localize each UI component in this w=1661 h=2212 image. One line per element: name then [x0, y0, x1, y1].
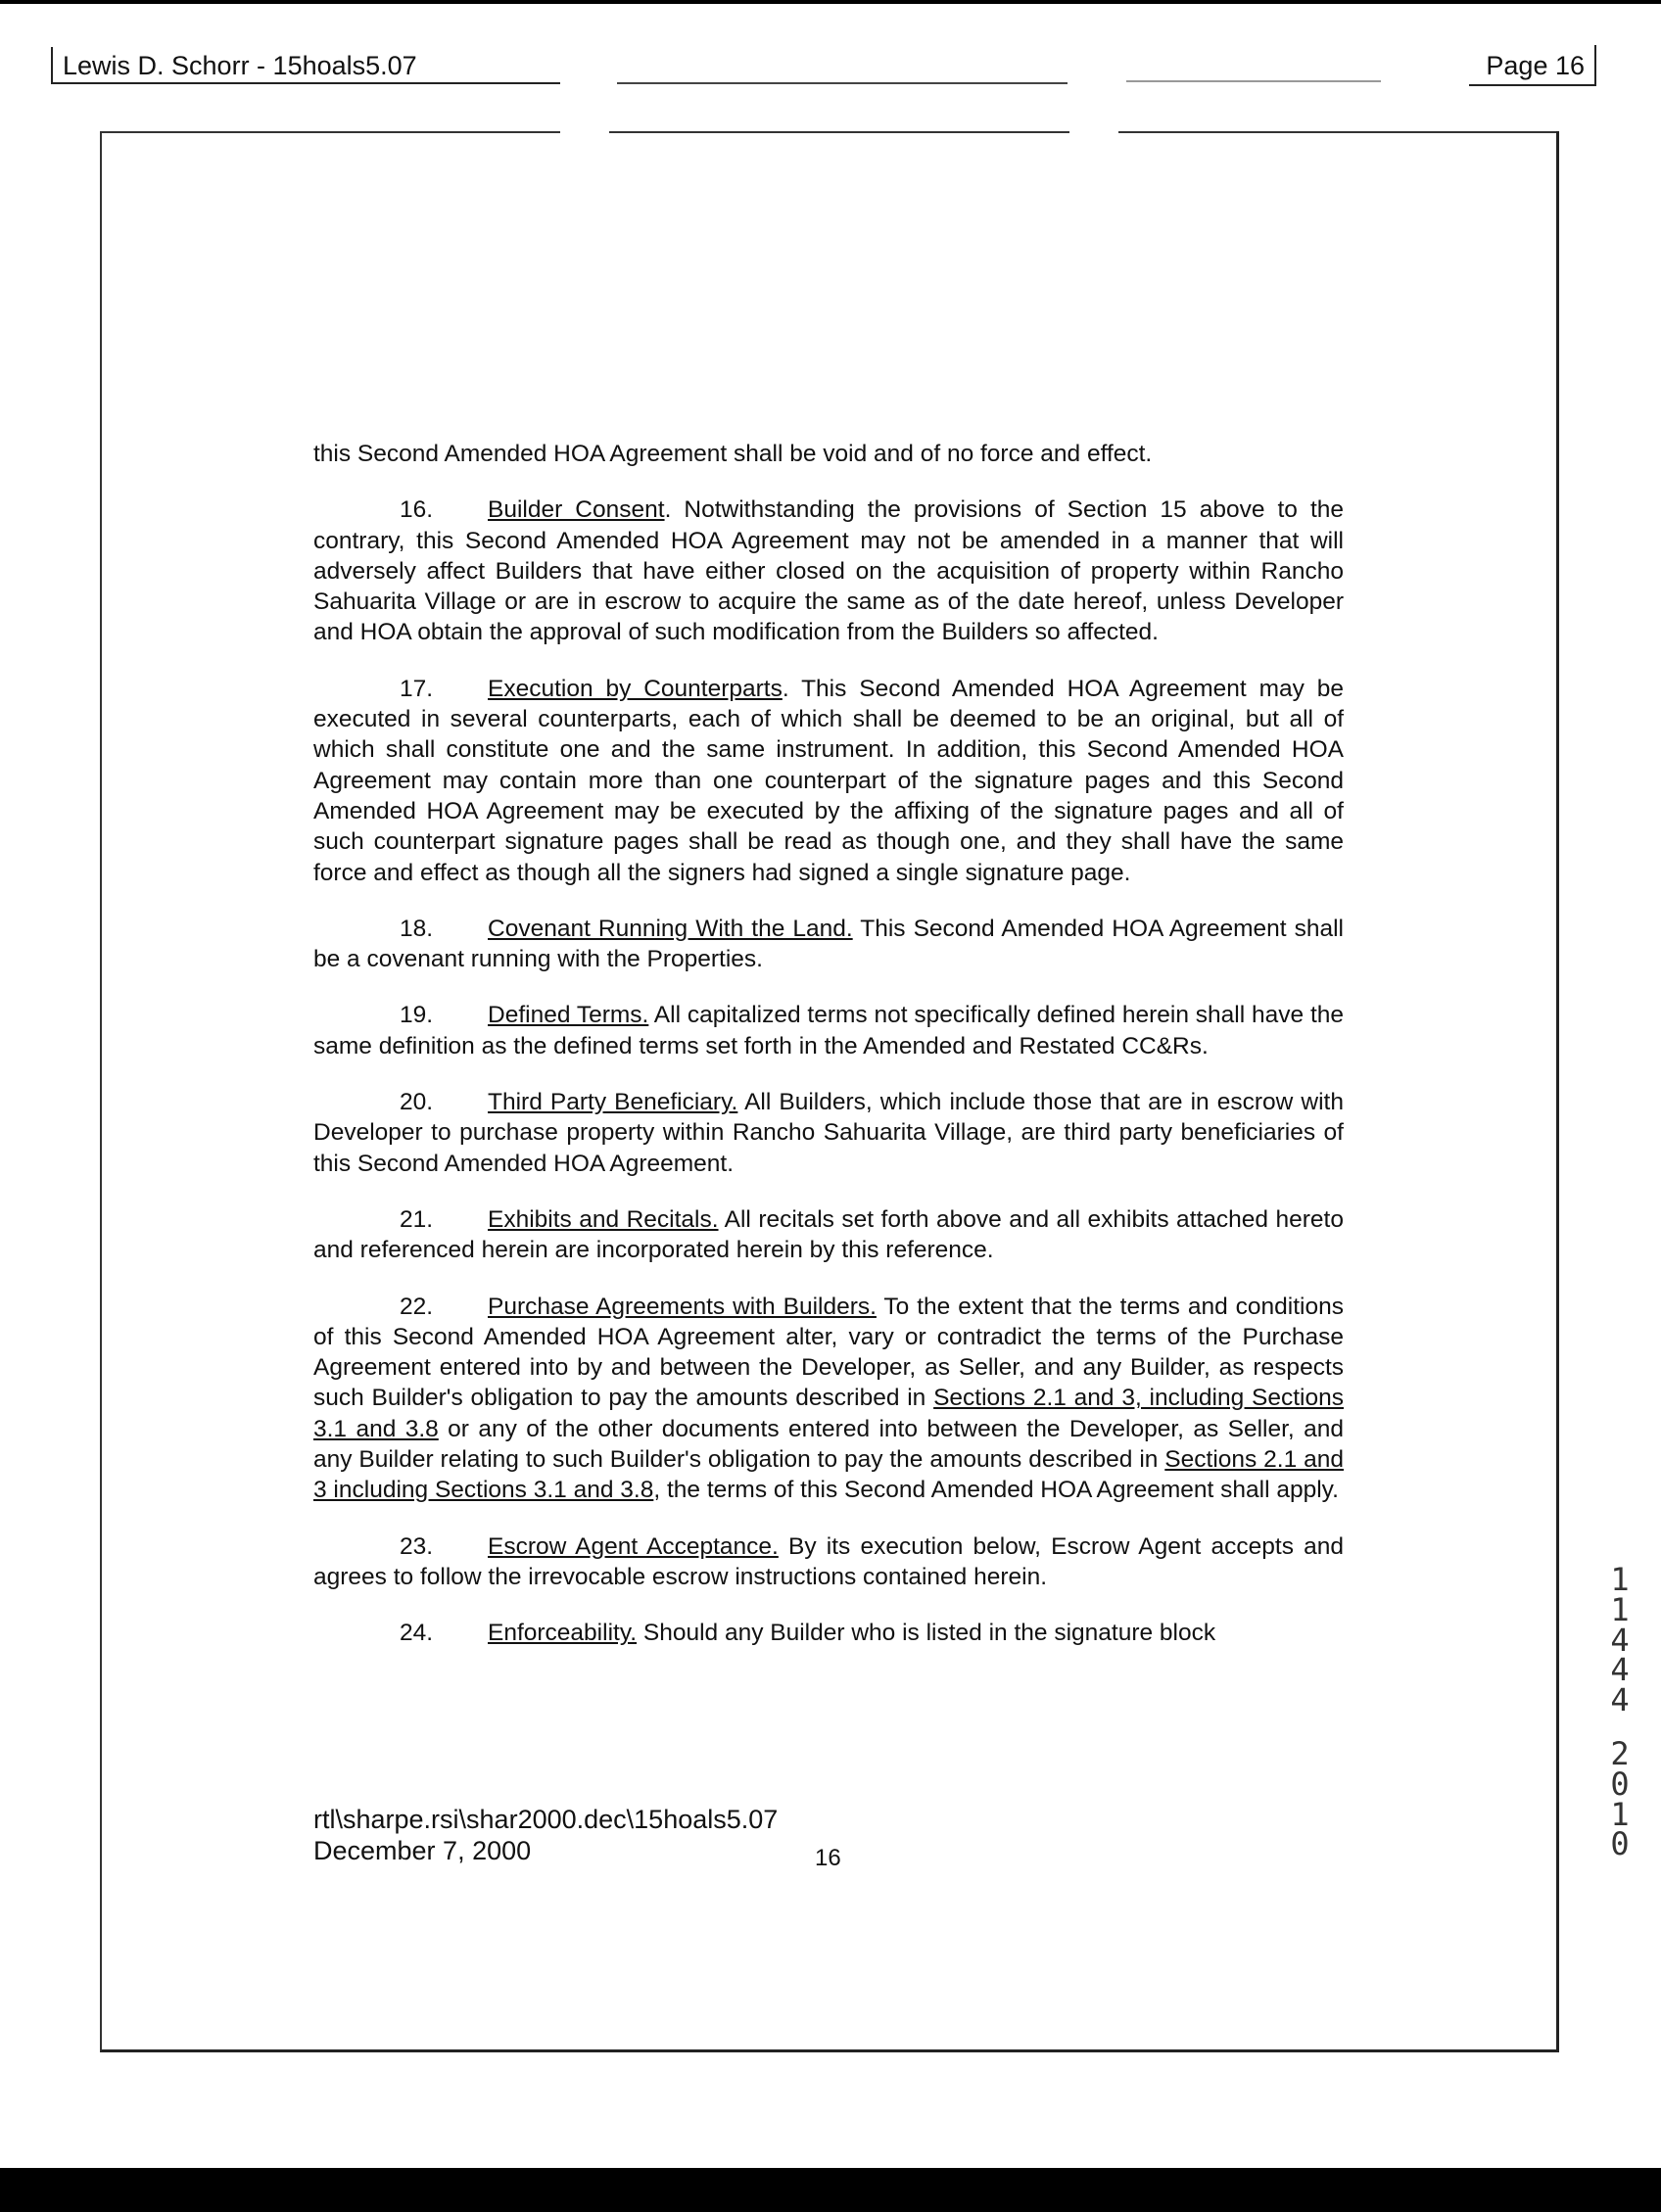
stamp-digit: 4 — [1610, 1681, 1630, 1719]
header-divider — [617, 82, 1068, 84]
document-footer — [313, 1804, 778, 1866]
document-header-label: Lewis D. Schorr - 15hoals5.07 — [51, 47, 560, 84]
section-22: 22. Purchase Agreements with Builders. To the extent that the terms and conditions of this Second Amended HOA Agreement alter, vary or contradict the terms of the Purchase Agreement entered into by and between the Developer, as Seller, and any Builder, as respects such Builder's obligation to pay the amounts described in Sections 2.1 and 3, including Sections 3.1 and 3.8 or any of the other documents entered into between the Developer, as Seller, and any Builder relating to such Builder's obligation to pay the amounts described in Sections 2.1 and 3 including Sections 3.1 and 3.8, the terms of this Second Amended HOA Agreement shall apply. — [313, 1293, 1344, 1504]
scan-top-edge — [0, 0, 1661, 4]
section-18: 18. Covenant Running With the Land. This Second Amended HOA Agreement shall be a covenant running with the Properties. — [313, 915, 1344, 973]
section-23: 23. Escrow Agent Acceptance. By its execution below, Escrow Agent accepts and agrees to follow the irrevocable escrow instructions contained herein. — [313, 1532, 1345, 1590]
stamp-digit: 1 — [1610, 1795, 1630, 1833]
footer-date: December 7, 2000 — [313, 1836, 532, 1865]
footer-page-number: 16 — [815, 1845, 841, 1871]
header-divider — [1126, 80, 1381, 82]
section-17: 17. Execution by Counterparts. This Second Amended HOA Agreement may be executed in several counterparts, each of which shall be deemed to be an original, but all of which shall constitute one and the same instrument. In addition, this Second Amended HOA Agreement may contain more than one counterpart of the signature pages and this Second Amended HOA Agreement may be executed by the affixing of the signature pages and all of such counterpart signature pages shall be read as though one, and they shall have the same force and effect as though all the signers had signed a single signature page. — [313, 675, 1344, 886]
footer-path: rtl\sharpe.rsi\shar2000.dec\15hoals5.07 — [313, 1805, 779, 1834]
intro-paragraph: this Second Amended HOA Agreement shall be void and of no force and effect. — [313, 441, 1153, 467]
section-24: 24. Enforceability. Should any Builder who is listed in the signature block — [400, 1620, 1216, 1647]
stamp-digit: 4 — [1610, 1651, 1630, 1689]
section-19: 19. Defined Terms. All capitalized terms not specifically defined herein shall have the same definition as the defined terms set forth in the Amended and Restated CC&Rs. — [313, 1002, 1345, 1059]
stamp-digit: 1 — [1610, 1590, 1630, 1628]
stamp-digit: 4 — [1610, 1621, 1630, 1659]
page-label: Page 16 — [1469, 45, 1596, 86]
section-20: 20. Third Party Beneficiary. All Builders, which include those that are in escrow with Developer to purchase property within Rancho Sahuarita Village, are third party beneficiaries of this Second Amended HOA Agreement. — [313, 1089, 1344, 1177]
stamp-digit: 0 — [1610, 1825, 1630, 1863]
scan-bottom-band — [0, 2168, 1661, 2212]
section-21: 21. Exhibits and Recitals. All recitals set forth above and all exhibits attached hereto and referenced herein are incorporated herein by this reference. — [313, 1205, 1344, 1264]
stamp-digit: 0 — [1610, 1765, 1630, 1803]
recording-stamp — [1600, 1561, 1639, 1863]
agreement-body — [313, 439, 1344, 1674]
stamp-digit: 1 — [1610, 1561, 1630, 1598]
stamp-digit: 2 — [1610, 1734, 1630, 1772]
section-16: 16. Builder Consent. Notwithstanding the provisions of Section 15 above to the contrary, this Second Amended HOA Agreement may not be amended in a manner that will adversely affect Builders that have either closed on the acquisition of property within Rancho Sahuarita Village or are in escrow to acquire the same as of the date hereof, unless Developer and HOA obtain the approval of such modification from the Builders so affected. — [313, 496, 1345, 646]
